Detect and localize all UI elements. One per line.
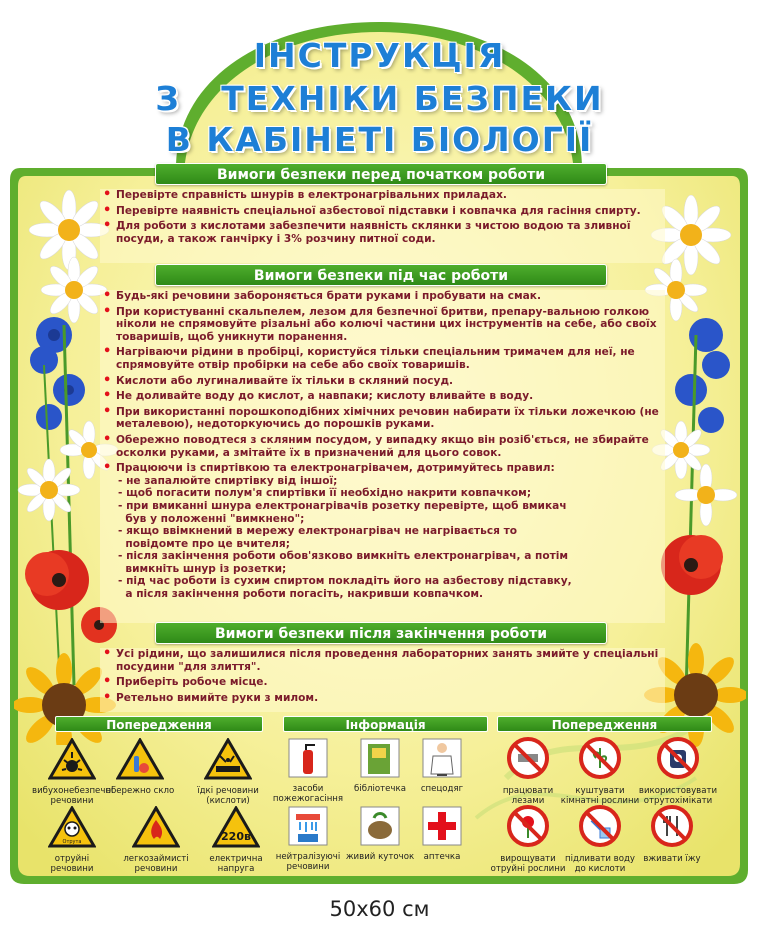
no-eating-icon: [650, 804, 694, 848]
rule-item: • Ретельно вимийте руки з милом.: [100, 692, 665, 705]
ban-eating: [632, 804, 712, 864]
rule-item: • Кислоти або лугиналивайте їх тільки в скляний посуд.: [100, 375, 665, 388]
no-picking-plants-icon: [578, 736, 622, 780]
section-during-list: [100, 290, 665, 459]
ban-tasting-plants-caption: куштувати кімнатні рослини: [560, 786, 640, 806]
voltage-warning-icon: [212, 806, 260, 848]
toxic-symbol-text: Отрута: [62, 839, 82, 845]
ban-toxic-chemicals-caption: використовувати отрутохімікати: [638, 786, 718, 806]
ban-tasting-plants: [560, 736, 640, 806]
ban-toxic-chemicals: [638, 736, 718, 806]
ban-blades-caption: працювати лезами: [502, 786, 554, 806]
heater-rule-line: - не запалюйте спиртівку від іншої;: [118, 474, 338, 487]
rule-item: • Перевірте справність шнурів в електронагрівальних приладах.: [100, 189, 665, 202]
info-fire-extinguisher-caption: засоби пожежогасіння: [272, 784, 344, 804]
workwear-icon: [422, 738, 462, 778]
fire-extinguisher-icon: [288, 738, 328, 778]
warning-toxic-caption: отруйні речовини: [50, 854, 94, 874]
warning-voltage-caption: електрична напруга: [209, 854, 263, 874]
section-before-content: [100, 189, 665, 263]
ban-water-to-acid-caption: підливати воду до кислоти: [564, 854, 636, 874]
info-library-caption: бібліотечка: [354, 784, 406, 794]
section-during-content: [100, 290, 665, 623]
section-before-heading: Вимоги безпеки перед початком роботи: [155, 163, 607, 185]
glass-warning-icon: [116, 738, 164, 780]
ban-blades: [488, 736, 568, 806]
title-line-1: ІНСТРУКЦІЯ: [253, 36, 506, 75]
rule-item: • Для роботи з кислотами забезпечити наявність склянки з чистою водою та зливної посуди, а також ганчірку і 3% розчину питної соди.: [100, 220, 665, 245]
heater-rule-line: - під час роботи із сухим спиртом покладіть його на азбестову підставку,: [118, 575, 572, 588]
rule-item: • Нагріваючи рідини в пробірці, користуйся тільки спеціальним тримачем для неї, не спрямовуйте отвір пробірки на себе або своїх товаришів.: [100, 346, 665, 371]
warning-corrosive: [188, 738, 268, 806]
ban-eating-caption: вживати їжу: [643, 854, 701, 864]
rule-item: • При використанні порошкоподібних хімічних речовин набирати їх тільки ложечкою (не металевою), недоторкуючись до порошків руками.: [100, 406, 665, 431]
info-fire-extinguisher: [268, 738, 348, 804]
rule-item: • Усі рідини, що залишилися після проведення лабораторних занять змийте у спеціальні посудини "для злиття".: [100, 648, 665, 673]
info-workwear: [402, 738, 482, 794]
rule-item: • При користуванні скальпелем, лезом для безпечної бритви, препару-вальною голкою ніколи не спрямовуйте різальні або колючі частини цих інструментів на себе, або своїх товаришів, щоб уникнути поранення.: [100, 306, 665, 344]
info-first-aid-caption: аптечка: [423, 852, 461, 862]
no-blades-icon: [506, 736, 550, 780]
no-toxic-chemicals-icon: [656, 736, 700, 780]
warning-glass-caption: обережно скло: [105, 786, 175, 796]
info-first-aid: [402, 806, 482, 862]
no-poison-plants-icon: [506, 804, 550, 848]
heater-rule-line: вимкніть шнур із розетки;: [118, 562, 287, 575]
size-label: 50х60 см: [329, 897, 430, 921]
info-workwear-caption: спецодяг: [420, 784, 464, 794]
warning-toxic: [32, 806, 112, 874]
corrosive-warning-icon: [204, 738, 252, 780]
first-aid-icon: [422, 806, 462, 846]
toxic-warning-icon: [48, 806, 96, 848]
section-after-list: [100, 648, 665, 704]
panel-info-heading: Інформація: [283, 716, 488, 732]
ban-growing-poison-plants-caption: вирощувати отруйні рослини: [490, 854, 566, 874]
voltage-symbol-text: 220в: [221, 830, 251, 843]
ban-growing-poison-plants: [488, 804, 568, 874]
heater-rule-line: - при вмиканні шнура електронагрівачів розетку перевірте, щоб вмикач: [118, 499, 567, 512]
heater-rule-line: - якщо ввімкнений в мережу електронагрівач не нагрівається то: [118, 525, 518, 538]
warning-glass: [100, 738, 180, 796]
heater-rule-line: а після закінчення роботи погасіть, накривши ковпачком.: [118, 588, 484, 601]
no-water-to-acid-icon: [578, 804, 622, 848]
section-before-list: [100, 189, 665, 245]
living-corner-icon: [360, 806, 400, 846]
rule-item: • Перевірте наявність спеціальної азбестової підставки і ковпачка для гасіння спирту.: [100, 205, 665, 218]
panel-warnings-left-heading: Попередження: [55, 716, 263, 732]
heater-rule-line: повідомте про це вчителя;: [118, 537, 290, 550]
heater-rules-list: [100, 462, 665, 601]
info-living-corner-caption: живий куточок: [345, 852, 415, 862]
info-neutralizer-caption: нейтралізуючі речовини: [275, 852, 341, 872]
title-line-3: В КАБІНЕТІ БІОЛОГІЇ: [165, 120, 594, 159]
heater-rules-sublist: [116, 475, 665, 601]
heater-rule-line: - щоб погасити полум'я спиртівки її необхідно накрити ковпачком;: [118, 487, 532, 500]
title-line-2: З ТЕХНІКИ БЕЗПЕКИ: [155, 79, 604, 118]
panel-warnings-right-heading: Попередження: [497, 716, 712, 732]
heater-rule-line: був у положенні "вимкнено";: [118, 512, 305, 525]
section-after-heading: Вимоги безпеки після закінчення роботи: [155, 622, 607, 644]
rule-item: • Будь-які речовини забороняється брати руками і пробувати на смак.: [100, 290, 665, 303]
section-during-heading: Вимоги безпеки під час роботи: [155, 264, 607, 286]
warning-voltage: [196, 806, 276, 874]
explosive-warning-icon: [48, 738, 96, 780]
rule-item: • Приберіть робоче місце.: [100, 676, 665, 689]
info-neutralizer: [268, 806, 348, 872]
heater-rule-line: - після закінчення роботи обов'язково вимкніть електронагрівач, а потім: [118, 550, 569, 563]
warning-flammable-caption: легкозаймисті речовини: [123, 854, 189, 874]
warning-explosive-caption: вибухонебезпечні речовини: [32, 786, 114, 806]
warning-flammable: [116, 806, 196, 874]
warning-corrosive-caption: їдкі речовини (кислоти): [197, 786, 259, 806]
neutralizer-icon: [288, 806, 328, 846]
rule-item: • Не доливайте воду до кислот, а навпаки; кислоту вливайте в воду.: [100, 390, 665, 403]
rule-item: • Обережно поводтеся з скляним посудом, у випадку якщо він розіб'ється, не збирайте осколки руками, а змітайте їх в призначений для цього совок.: [100, 434, 665, 459]
heater-rules-intro: Працюючи із спиртівкою та електронагрівачем, дотримуйтесь правил:: [116, 462, 555, 475]
flammable-warning-icon: [132, 806, 180, 848]
heater-rules-item: [100, 462, 665, 601]
ban-water-to-acid: [560, 804, 640, 874]
section-after-content: [100, 648, 665, 712]
library-icon: [360, 738, 400, 778]
